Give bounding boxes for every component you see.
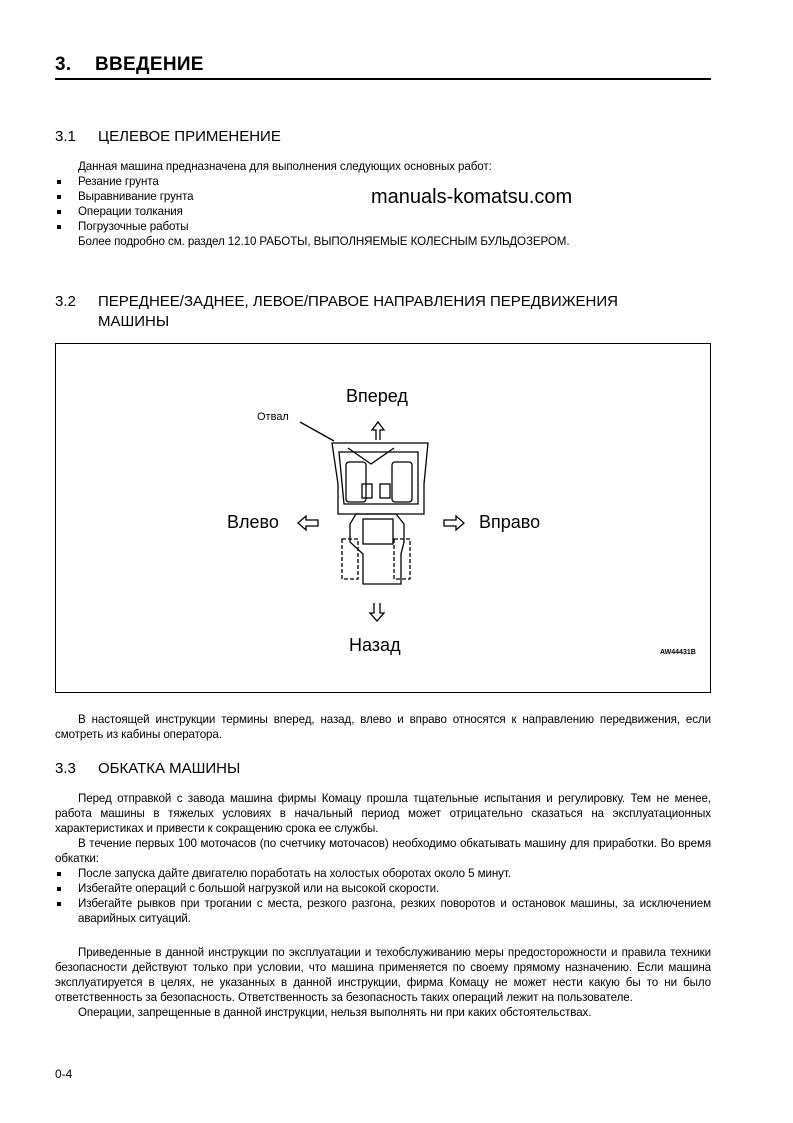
arrow-left-icon bbox=[298, 516, 318, 530]
chapter-title-text: ВВЕДЕНИЕ bbox=[95, 54, 204, 75]
arrow-up-icon bbox=[372, 422, 384, 440]
safety-body bbox=[55, 945, 711, 1020]
section-number: 3.2 bbox=[55, 293, 76, 310]
section-title: ОБКАТКА МАШИНЫ bbox=[98, 760, 241, 777]
section-title: ПЕРЕДНЕЕ/ЗАДНЕЕ, ЛЕВОЕ/ПРАВОЕ НАПРАВЛЕНИЯ ПЕРЕДВИЖЕНИЯ bbox=[98, 293, 618, 310]
arrow-down-icon bbox=[370, 603, 384, 621]
front-detail-right bbox=[380, 484, 390, 498]
chapter-number: 3. bbox=[55, 54, 72, 75]
page-number: 0-4 bbox=[55, 1067, 73, 1081]
figure-code: AW44431B bbox=[660, 649, 696, 656]
label-forward: Вперед bbox=[346, 386, 408, 406]
intro-text: Данная машина предназначена для выполнения следующих основных работ: bbox=[78, 160, 492, 173]
arrow-right-icon bbox=[444, 516, 464, 530]
wheel-front-left bbox=[346, 462, 366, 502]
list-item: Операции толкания bbox=[55, 204, 711, 219]
front-frame-inner bbox=[339, 452, 418, 504]
list-item: Избегайте операций с большой нагрузкой или на высокой скорости. bbox=[55, 881, 711, 896]
chapter-title bbox=[55, 54, 204, 76]
label-left: Влево bbox=[227, 512, 279, 532]
direction-figure bbox=[55, 343, 711, 693]
paragraph: В течение первых 100 моточасов (по счетчику моточасов) необходимо обкатывать машину для приработки. Во время обкатки: bbox=[55, 837, 711, 865]
label-right: Вправо bbox=[479, 512, 541, 532]
watermark: manuals-komatsu.com bbox=[371, 186, 573, 208]
list-item: Выравнивание грунта bbox=[55, 189, 711, 204]
front-detail-left bbox=[362, 484, 372, 498]
title-rule bbox=[55, 78, 711, 80]
wheel-front-right bbox=[392, 462, 412, 502]
direction-note: В настоящей инструкции термины вперед, назад, влево и вправо относятся к направлению передвижения, если смотреть из кабины оператора. bbox=[55, 713, 711, 741]
list-item: Погрузочные работы bbox=[55, 219, 711, 234]
paragraph: Операции, запрещенные в данной инструкции, нельзя выполнять ни при каких обстоятельствах. bbox=[78, 1006, 592, 1019]
label-back: Назад bbox=[349, 635, 401, 655]
blade-pointer-line bbox=[300, 422, 334, 441]
list-item: Резание грунта bbox=[55, 174, 711, 189]
cab bbox=[363, 519, 393, 544]
wheel-rear-right bbox=[394, 539, 410, 579]
paragraph: Приведенные в данной инструкции по эксплуатации и техобслуживанию меры предосторожности и правила техники безопасности действуют только при условии, что машина применяется по своему прямому назначению. Если машина эксплуатируется в целях, не указанных в данной инструкции, фирма Комацу не может нести какую бы то ни было ответственность за безопасность. Ответственность за безопасность таких операций лежит на пользователе. bbox=[55, 946, 711, 1004]
section-number: 3.3 bbox=[55, 760, 76, 777]
section-heading-3-2 bbox=[55, 292, 711, 332]
section-heading-3-3 bbox=[55, 760, 240, 777]
list-item: Избегайте рывков при трогании с места, резкого разгона, резких поворотов и остановок машины, за исключением аварийных ситуаций. bbox=[55, 896, 711, 926]
section-3-3-body bbox=[55, 791, 711, 926]
label-blade: Отвал bbox=[257, 411, 289, 423]
section-title: ЦЕЛЕВОЕ ПРИМЕНЕНИЕ bbox=[98, 128, 281, 145]
section-heading-3-1 bbox=[55, 128, 281, 145]
paragraph: Перед отправкой с завода машина фирмы Комацу прошла тщательные испытания и регулировку. Тем не менее, работа машины в тяжелых условиях в начальный период может отрицательно сказаться на эксплуатационных характеристиках и привести к сокращению срока ее службы. bbox=[55, 792, 711, 835]
wheel-rear-left bbox=[342, 539, 358, 579]
reference-text: Более подробно см. раздел 12.10 РАБОТЫ, ВЫПОЛНЯЕМЫЕ КОЛЕСНЫМ БУЛЬДОЗЕРОМ. bbox=[78, 235, 570, 248]
section-number: 3.1 bbox=[55, 128, 76, 145]
section-title-cont: МАШИНЫ bbox=[98, 313, 170, 330]
list-item: После запуска дайте двигателю поработать на холостых оборотах около 5 минут. bbox=[55, 866, 711, 881]
